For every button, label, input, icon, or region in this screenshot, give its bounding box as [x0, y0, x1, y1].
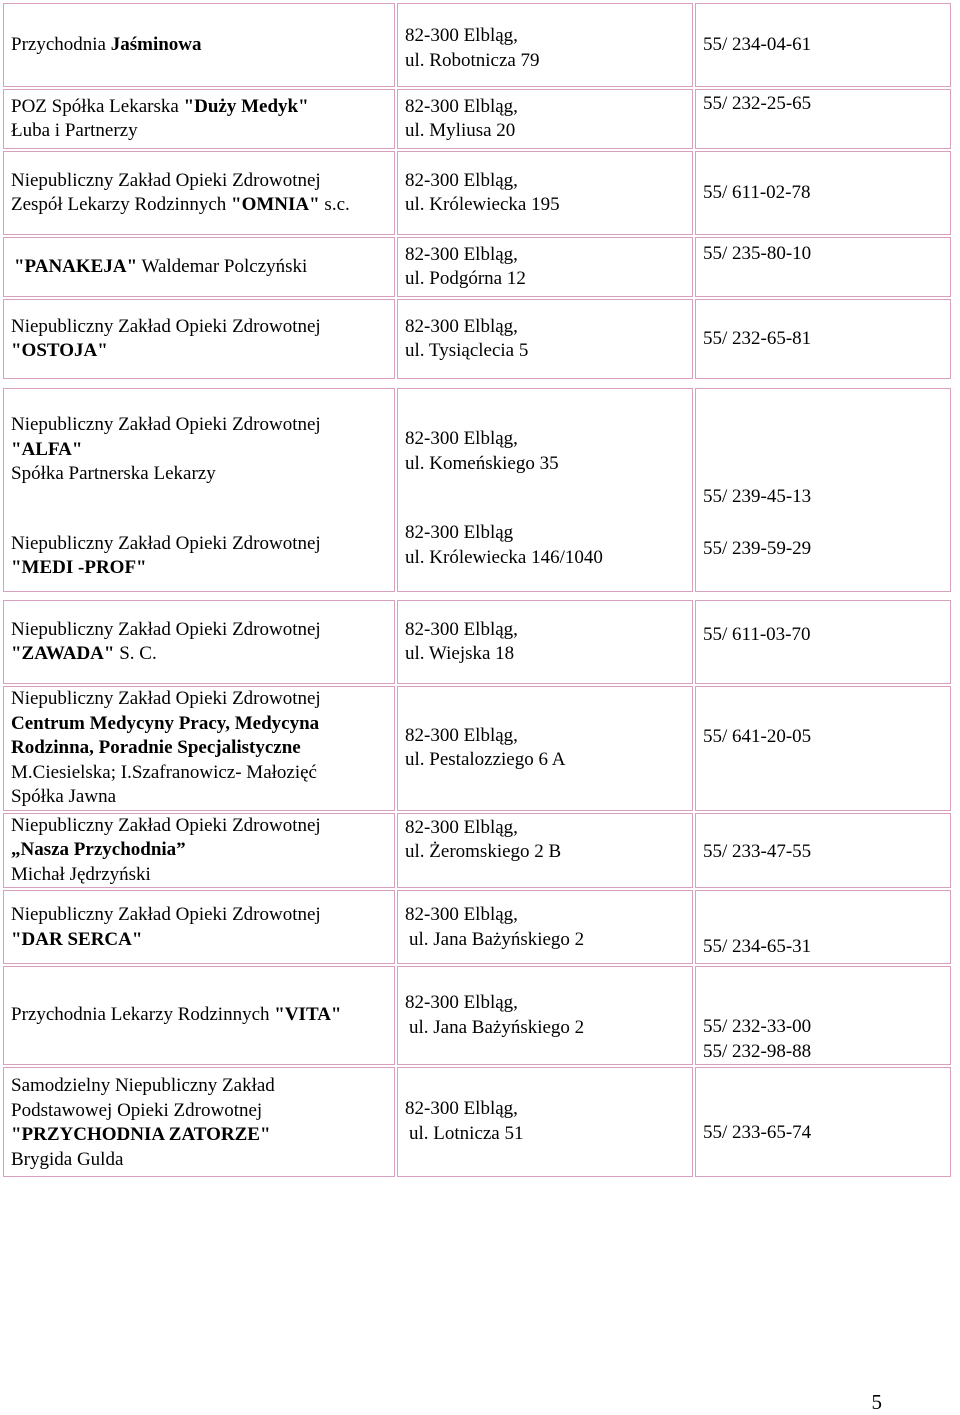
clinic-name-cell: Niepubliczny Zakład Opieki Zdrowotnej "ZAWADA" S. C.: [3, 600, 395, 684]
clinic-name-cell: POZ Spółka Lekarska "Duży Medyk" Łuba i Partnerzy: [3, 89, 395, 149]
clinic-name-cell: "PANAKEJA" Waldemar Polczyński: [3, 237, 395, 297]
table-row: [3, 89, 951, 149]
address-cell: 82-300 Elbląg, ul. Jana Bażyńskiego 2: [397, 966, 693, 1065]
clinic-name-cell: Samodzielny Niepubliczny Zakład Podstawowej Opieki Zdrowotnej "PRZYCHODNIA ZATORZE" Brygida Gulda: [3, 1067, 395, 1177]
address-cell: 82-300 Elbląg, ul. Lotnicza 51: [397, 1067, 693, 1177]
phone-cell: 55/ 611-03-70: [695, 600, 951, 684]
clinic-name-cell: Niepubliczny Zakład Opieki Zdrowotnej Centrum Medycyny Pracy, Medycyna Rodzinna, Poradnie Specjalistyczne M.Ciesielska; I.Szafranowicz- Małozięć Spółka Jawna: [3, 686, 395, 811]
table-row: [3, 388, 951, 592]
phone-cell: 55/ 641-20-05: [695, 686, 951, 811]
address-cell: 82-300 Elbląg, ul. Myliusa 20: [397, 89, 693, 149]
clinic-name-cell: Niepubliczny Zakład Opieki Zdrowotnej "ALFA" Spółka Partnerska Lekarzy Niepubliczny Zakład Opieki Zdrowotnej "MEDI -PROF": [3, 388, 395, 592]
address-cell: 82-300 Elbląg, ul. Żeromskiego 2 B: [397, 813, 693, 889]
address-cell: 82-300 Elbląg, ul. Robotnicza 79: [397, 3, 693, 87]
address-cell: 82-300 Elbląg, ul. Wiejska 18: [397, 600, 693, 684]
clinic-table-2: [1, 386, 953, 594]
clinic-table-4: [1, 964, 953, 1179]
phone-cell: 55/ 233-47-55: [695, 813, 951, 889]
clinic-name-cell: Przychodnia Lekarzy Rodzinnych "VITA": [3, 966, 395, 1065]
address-cell: 82-300 Elbląg, ul. Jana Bażyńskiego 2: [397, 890, 693, 964]
page-number: 5: [871, 1390, 882, 1414]
phone-cell: 55/ 234-65-31: [695, 890, 951, 964]
table-row: [3, 151, 951, 235]
table-row: [3, 299, 951, 379]
table-row: [3, 966, 951, 1065]
table-row: [3, 686, 951, 811]
phone-cell: 55/ 234-04-61: [695, 3, 951, 87]
phone-cell: 55/ 232-25-65: [695, 89, 951, 149]
phone-cell: 55/ 239-45-13 55/ 239-59-29: [695, 388, 951, 592]
address-cell: 82-300 Elbląg, ul. Królewiecka 195: [397, 151, 693, 235]
clinic-name-cell: Niepubliczny Zakład Opieki Zdrowotnej "OSTOJA": [3, 299, 395, 379]
clinic-name-cell: Niepubliczny Zakład Opieki Zdrowotnej Zespół Lekarzy Rodzinnych "OMNIA" s.c.: [3, 151, 395, 235]
address-cell: 82-300 Elbląg, ul. Komeńskiego 35 82-300 Elbląg ul. Królewiecka 146/1040: [397, 388, 693, 592]
address-cell: 82-300 Elbląg, ul. Tysiąclecia 5: [397, 299, 693, 379]
table-row: [3, 3, 951, 87]
phone-cell: 55/ 611-02-78: [695, 151, 951, 235]
address-cell: 82-300 Elbląg, ul. Pestalozziego 6 A: [397, 686, 693, 811]
phone-cell: 55/ 232-33-00 55/ 232-98-88: [695, 966, 951, 1065]
table-row: [3, 1067, 951, 1177]
phone-cell: 55/ 233-65-74: [695, 1067, 951, 1177]
clinic-name-cell: Niepubliczny Zakład Opieki Zdrowotnej "DAR SERCA": [3, 890, 395, 964]
table-row: [3, 813, 951, 889]
address-cell: 82-300 Elbląg, ul. Podgórna 12: [397, 237, 693, 297]
clinic-name-cell: Przychodnia Jaśminowa: [3, 3, 395, 87]
table-row: [3, 890, 951, 964]
phone-cell: 55/ 232-65-81: [695, 299, 951, 379]
clinic-table-3: [1, 598, 953, 966]
phone-cell: 55/ 235-80-10: [695, 237, 951, 297]
table-row: [3, 600, 951, 684]
clinic-name-cell: Niepubliczny Zakład Opieki Zdrowotnej „Nasza Przychodnia” Michał Jędrzyński: [3, 813, 395, 889]
table-row: [3, 237, 951, 297]
clinic-table-1: [1, 1, 953, 381]
